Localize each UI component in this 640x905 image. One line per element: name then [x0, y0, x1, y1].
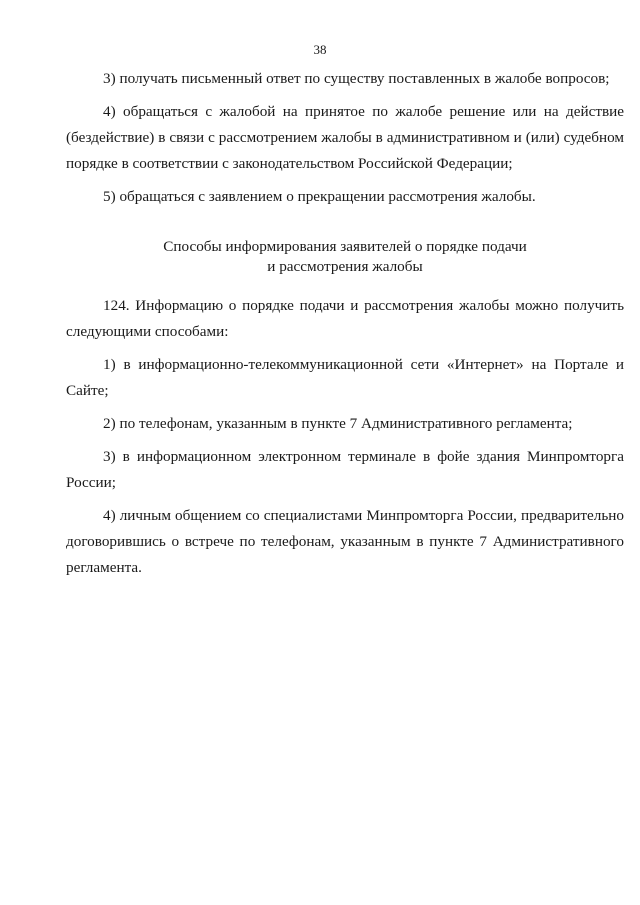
- method-item-3: 3) в информационном электронном терминале в фойе здания Минпромторга России;: [66, 448, 624, 491]
- method-item-2: 2) по телефонам, указанным в пункте 7 Административного регламента;: [103, 415, 573, 432]
- method-item-4: 4) личным общением со специалистами Минпромторга России, предварительно договорившись о встрече по телефонам, указанным в пункте 7 Административного регламента.: [66, 507, 624, 576]
- section-heading: [66, 237, 624, 277]
- paragraph-item-5: 5) обращаться с заявлением о прекращении рассмотрения жалобы.: [103, 188, 536, 205]
- method-item-1: 1) в информационно-телекоммуникационной сети «Интернет» на Портале и Сайте;: [66, 356, 624, 399]
- paragraph-item-124: 124. Информацию о порядке подачи и рассмотрения жалобы можно получить следующими способами:: [66, 297, 624, 340]
- paragraph-item-4: 4) обращаться с жалобой на принятое по жалобе решение или на действие (бездействие) в связи с рассмотрением жалобы в административном и (или) судебном порядке в соответствии с законодательством Российской Федерации;: [66, 103, 624, 172]
- document-body: [66, 66, 624, 581]
- section-heading-line-1: Способы информирования заявителей о порядке подачи: [163, 238, 527, 255]
- section-heading-line-2: и рассмотрения жалобы: [267, 258, 423, 275]
- paragraph-item-3: 3) получать письменный ответ по существу поставленных в жалобе вопросов;: [103, 70, 610, 87]
- page-number: 38: [313, 42, 327, 57]
